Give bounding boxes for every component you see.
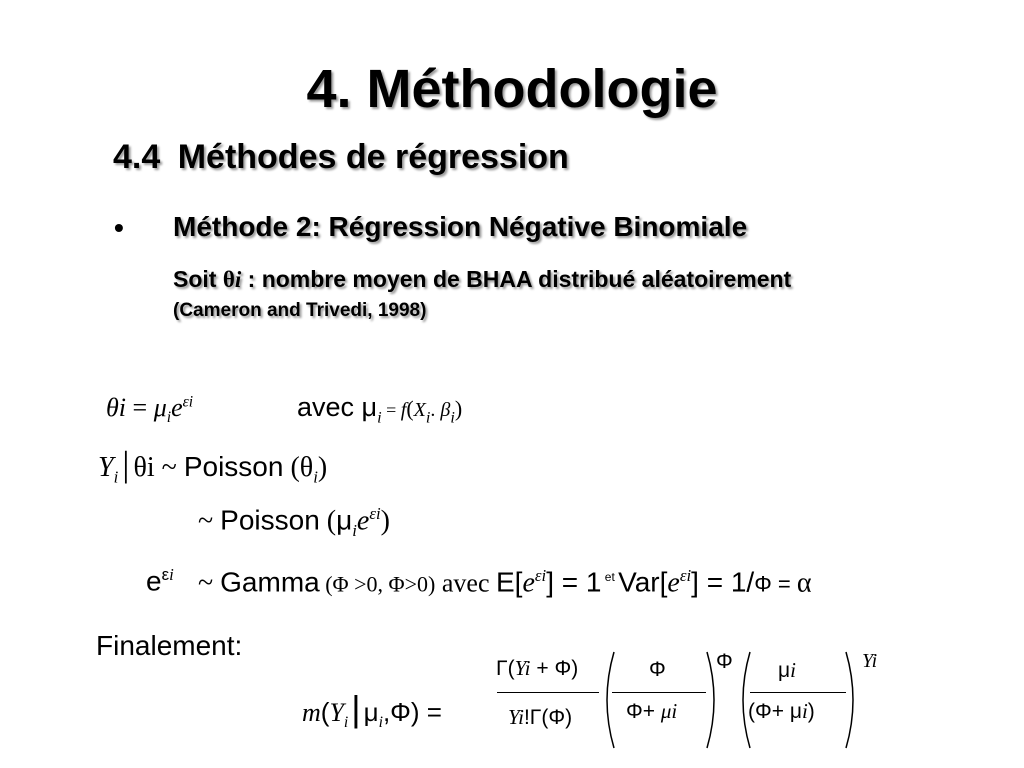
- final-Y: Y: [329, 698, 344, 727]
- eq1-open: (: [406, 396, 414, 421]
- section-title: Méthodes de régression: [177, 138, 569, 176]
- eq4-var: Var[: [618, 566, 668, 598]
- frac1-num-rest: + Φ): [530, 657, 579, 680]
- eq3-sup: εi: [369, 504, 381, 523]
- eq3-tilde: ~: [198, 505, 221, 537]
- eq1-i: i: [118, 393, 127, 422]
- eq3-close: ): [380, 505, 390, 537]
- eq3-e: e: [356, 505, 370, 537]
- def-theta: θ: [222, 267, 235, 292]
- eq1-dot: .: [430, 399, 441, 421]
- frac1-den-rest: !Γ(Φ): [523, 706, 573, 729]
- frac3-right-paren: [842, 650, 862, 750]
- eq1-rhs-eq: =: [381, 400, 401, 420]
- eq1-mu-sub: i: [166, 409, 172, 427]
- eq3-open: (: [319, 505, 337, 537]
- eq2-tilde: ~: [154, 452, 184, 483]
- eq4-et: et: [601, 570, 619, 584]
- frac1-denominator: [508, 705, 572, 730]
- frac3-den-i: i: [801, 699, 808, 723]
- frac3-bar: [750, 692, 846, 693]
- eq1-beta: β: [440, 399, 451, 421]
- eq2-theta-i: θi: [133, 452, 155, 483]
- eq3-poisson: Poisson: [220, 504, 320, 536]
- frac2-den-phi: Φ+: [626, 700, 661, 723]
- eq2-arg-close: ): [317, 452, 328, 483]
- def-i: i: [234, 267, 242, 292]
- final-open: (: [320, 697, 330, 727]
- final-bar: |: [351, 688, 361, 729]
- frac1-numerator: [496, 656, 578, 681]
- final-label: Finalement:: [96, 630, 243, 661]
- eq4-avec: avec: [435, 568, 496, 598]
- frac3-den-open: (Φ+ μ: [748, 700, 802, 723]
- final-y-sub: i: [343, 714, 349, 732]
- eq4-gamma: Gamma: [220, 566, 320, 598]
- eq4-sup2: εi: [534, 566, 547, 585]
- eq3-mu-sub: i: [352, 520, 357, 540]
- eq1-equals: =: [126, 393, 154, 422]
- eq1-f: f: [400, 399, 407, 421]
- eq1-theta: θ: [106, 393, 119, 422]
- eq1-e: e: [171, 393, 183, 422]
- eq1-x-sub: i: [425, 408, 431, 427]
- frac2-denominator: [626, 699, 677, 724]
- frac1-gamma: Γ(: [496, 657, 515, 680]
- frac3-den-close: ): [807, 700, 815, 723]
- def-rest: : nombre moyen de BHAA distribué aléatoirement: [241, 266, 792, 292]
- final-mu-sub: i: [378, 714, 383, 732]
- eq1-beta-sub: i: [450, 408, 455, 427]
- eq4-sup-eps: ε: [161, 565, 170, 584]
- eq1-avec-mu: avec μ: [297, 392, 378, 422]
- equation-gamma: [198, 566, 812, 599]
- eq4-phi: Φ: [754, 571, 772, 597]
- eq2-arg-sub: i: [313, 467, 318, 487]
- eq4-eq2: = 1/: [698, 566, 755, 598]
- frac1-y: Yi: [514, 656, 531, 680]
- eq2-poisson: Poisson: [183, 451, 284, 482]
- eq2-Y: Y: [98, 452, 114, 483]
- eq4-eq1: = 1: [553, 566, 602, 598]
- final-rest: ,Φ) =: [382, 697, 442, 727]
- eq4-e3: e: [667, 567, 680, 599]
- eq1-close: ): [454, 396, 463, 421]
- final-m: m: [302, 698, 321, 727]
- eq4-E: E[: [496, 566, 523, 598]
- eq4-sup-i: i: [169, 565, 174, 584]
- eq4-params: (Φ >0, Φ>0): [319, 571, 436, 597]
- eq4-sup3: εi: [679, 566, 692, 585]
- final-mu: μ: [363, 697, 379, 727]
- section-number: 4.4: [113, 138, 161, 176]
- equation-poisson-mu: [198, 504, 390, 541]
- eq4-e2: e: [522, 567, 535, 599]
- frac2-numerator: Φ: [649, 658, 666, 681]
- eq2-y-sub: i: [113, 467, 119, 487]
- definition-line: [173, 266, 791, 293]
- eq4-tilde: ~: [198, 567, 221, 599]
- equation-theta-definition: [106, 392, 193, 427]
- frac2-exponent: Φ: [716, 650, 733, 673]
- frac3-num-i: i: [790, 658, 796, 682]
- equation-poisson-theta: [98, 443, 327, 488]
- frac1-den-y: Yi: [508, 705, 524, 729]
- final-lhs: [302, 688, 442, 732]
- def-prefix: Soit: [173, 266, 223, 292]
- eq1-e-sup: εi: [182, 393, 194, 411]
- frac2-left-paren: [598, 650, 618, 750]
- eq1-X: X: [413, 399, 426, 421]
- equation-gamma-lhs: [146, 565, 174, 597]
- eq3-mu: μ: [336, 504, 353, 536]
- frac2-bar: [612, 692, 706, 693]
- eq4-e: e: [146, 565, 162, 597]
- eq1-rhs-sub: i: [377, 408, 382, 427]
- frac3-numerator: [778, 658, 796, 683]
- bullet-marker: •: [114, 212, 124, 243]
- eq4-eq3: =: [771, 571, 797, 597]
- eq1-mu: μ: [153, 393, 167, 422]
- slide-title: 4. Méthodologie: [306, 59, 718, 119]
- frac3-num-mu: μ: [778, 659, 791, 682]
- equation-mu-definition: [297, 392, 462, 427]
- bullet-text: Méthode 2: Régression Négative Binomiale: [173, 211, 748, 242]
- eq4-close1: ]: [546, 566, 554, 598]
- section-heading: [113, 138, 569, 177]
- eq4-close2: ]: [691, 566, 699, 598]
- frac2-den-mu: μi: [660, 699, 678, 723]
- frac3-denominator: [748, 699, 815, 724]
- citation: (Cameron and Trivedi, 1998): [173, 300, 427, 321]
- frac3-exponent: Yi: [862, 650, 878, 672]
- eq2-bar: |: [122, 444, 130, 484]
- frac1-bar: [497, 692, 599, 693]
- eq4-alpha: α: [796, 567, 812, 599]
- eq2-arg-open: (θ: [283, 452, 314, 483]
